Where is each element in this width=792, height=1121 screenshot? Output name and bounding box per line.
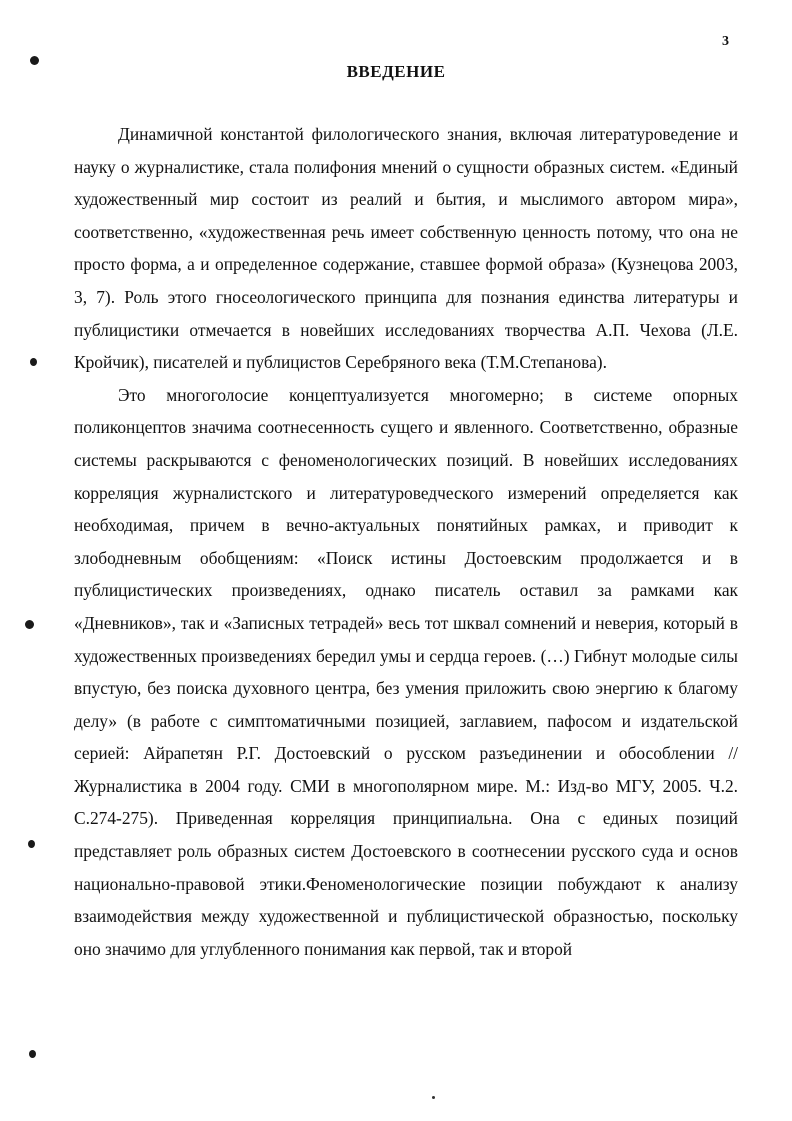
binder-hole-mark <box>28 840 35 848</box>
binder-hole-mark <box>29 1050 36 1058</box>
page-title: ВВЕДЕНИЕ <box>346 62 446 81</box>
binder-hole-mark <box>25 620 34 629</box>
page-number: 3 <box>722 34 729 49</box>
paragraph: Динамичной константой филологического знания, включая литературоведение и науку о журналистике, стала полифония мнений о сущности образных систем. «Единый художественный мир состоит из реалий и бытия, и мыслимого автором мира», соответственно, «художественная речь имеет собственную ценность потому, что она не просто форма, а и определенное содержание, ставшее формой образа» (Кузнецова 2003, 3, 7). Роль этого гносеологического принципа для познания единства литературы и публицистики отмечается в новейших исследованиях творчества А.П. Чехова (Л.Е. Кройчик), писателей и публицистов Серебряного века (Т.М.Степанова). <box>74 124 738 373</box>
scan-speck <box>432 1096 435 1099</box>
paragraph: Это многоголосие концептуализуется многомерно; в системе опорных поликонцептов значима соотнесенность сущего и явленного. Соответственно, образные системы раскрываются с феноменологических позиций. В новейших исследованиях корреляция журналистского и литературоведческого измерений определяется как необходимая, причем в вечно-актуальных понятийных рамках, и приводит к злободневным обобщениям: «Поиск истины Достоевским продолжается и в публицистических произведениях, однако писатель оставил за рамками как «Дневников», так и «Записных тетрадей» весь тот шквал сомнений и неверия, который в художественных произведениях бередил умы и сердца героев. (…) Гибнут молодые силы впустую, без поиска духовного центра, без умения приложить свою энергию к благому делу» (в работе с симптоматичными позицией, заглавием, пафосом и издательской серией: Айрапетян Р.Г. Достоевский о русском разъединении и обособлении // Журналистика в 2004 году. СМИ в многополярном мире. М.: Изд-во МГУ, 2005. Ч.2. С.274-275). Приведенная корреляция принципиальна. Она с единых позиций представляет роль образных систем Достоевского в соотнесении русского суда и основ национально-правовой этики.Феноменологические позиции побуждают к анализу взаимодействия между художественной и публицистической образностью, поскольку оно значимо для углубленного понимания как первой, так и второй <box>74 384 738 959</box>
binder-hole-mark <box>30 358 37 366</box>
body-text <box>74 118 738 965</box>
